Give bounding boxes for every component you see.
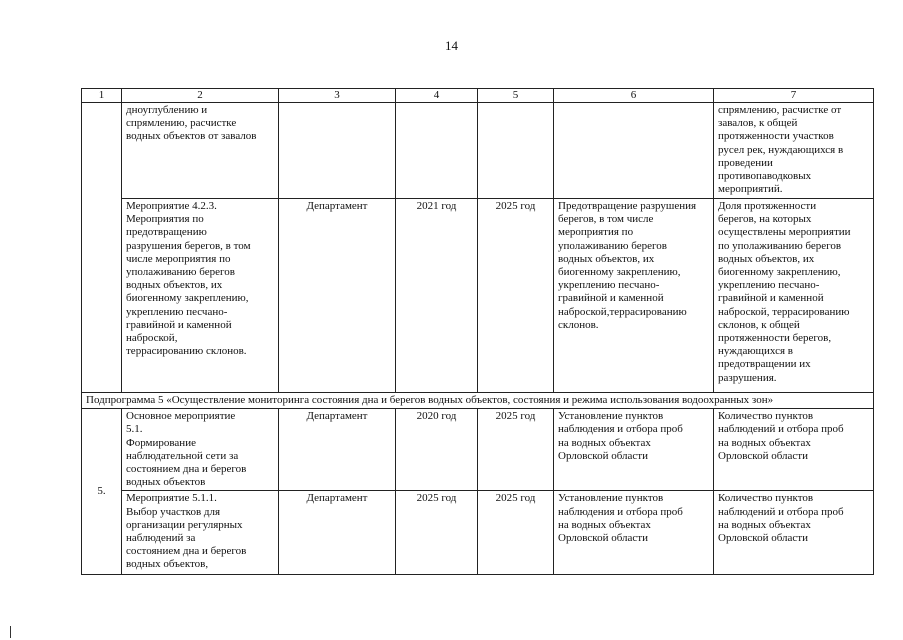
start-year-cell — [396, 103, 478, 199]
program-table — [81, 88, 874, 575]
header-cell: 4 — [396, 89, 478, 103]
executor-cell — [279, 103, 396, 199]
indicator-cell: Доля протяженности берегов, на которых осуществлены мероприятии по уполаживанию берегов водных объектов, их биогенному закреплению, укреплению песчано- гравийной и каменной наброской, террасированию склонов, к общей протяженности берегов, нуждающихся в предотвращении их разрушения. — [714, 199, 874, 393]
end-year-cell: 2025 год — [478, 199, 554, 393]
executor-cell: Департамент — [279, 491, 396, 575]
activity-cell: Основное мероприятие 5.1. Формирование наблюдательной сети за состоянием дна и берегов водных объектов — [122, 409, 279, 491]
header-cell: 2 — [122, 89, 279, 103]
indicator-cell: Количество пунктов наблюдений и отбора проб на водных объектах Орловской области — [714, 409, 874, 491]
scan-mark — [10, 626, 11, 638]
executor-cell: Департамент — [279, 199, 396, 393]
row-number-cell — [82, 103, 122, 393]
subprogram-title: Подпрограмма 5 «Осуществление мониторинга состояния дна и берегов водных объектов, состояния и режима использования водоохранных зон» — [82, 393, 874, 409]
header-cell: 7 — [714, 89, 874, 103]
start-year-cell: 2021 год — [396, 199, 478, 393]
table-row — [82, 199, 874, 393]
table-row — [82, 103, 874, 199]
end-year-cell — [478, 103, 554, 199]
indicator-cell: спрямлению, расчистке от завалов, к общей протяженности участков русел рек, нуждающихся в проведении противопаводковых мероприятий. — [714, 103, 874, 199]
result-cell — [554, 103, 714, 199]
result-cell: Установление пунктов наблюдения и отбора проб на водных объектах Орловской области — [554, 491, 714, 575]
table-row — [82, 409, 874, 491]
page-number: 14 — [445, 38, 458, 53]
header-cell: 6 — [554, 89, 714, 103]
start-year-cell: 2025 год — [396, 491, 478, 575]
activity-cell: Мероприятие 5.1.1. Выбор участков для организации регулярных наблюдений за состоянием дна и берегов водных объектов, — [122, 491, 279, 575]
activity-cell: Мероприятие 4.2.3. Мероприятия по предотвращению разрушения берегов, в том числе мероприятия по уполаживанию берегов водных объектов, их биогенному закреплению, укреплению песчано- гравийной и каменной наброской, террасированию склонов. — [122, 199, 279, 393]
executor-cell: Департамент — [279, 409, 396, 491]
table-header-row — [82, 89, 874, 103]
start-year-cell: 2020 год — [396, 409, 478, 491]
subprogram-row — [82, 393, 874, 409]
header-cell: 3 — [279, 89, 396, 103]
indicator-cell: Количество пунктов наблюдений и отбора проб на водных объектах Орловской области — [714, 491, 874, 575]
result-cell: Установление пунктов наблюдения и отбора проб на водных объектах Орловской области — [554, 409, 714, 491]
section-number: 5. — [82, 409, 122, 575]
end-year-cell: 2025 год — [478, 409, 554, 491]
end-year-cell: 2025 год — [478, 491, 554, 575]
header-cell: 5 — [478, 89, 554, 103]
table-row — [82, 491, 874, 575]
header-cell: 1 — [82, 89, 122, 103]
activity-cell: дноуглублению и спрямлению, расчистке водных объектов от завалов — [122, 103, 279, 199]
result-cell: Предотвращение разрушения берегов, в том числе мероприятия по уполаживанию берегов водных объектов, их биогенному закреплению, укреплению песчано- гравийной и каменной наброской,террасированию склонов. — [554, 199, 714, 393]
